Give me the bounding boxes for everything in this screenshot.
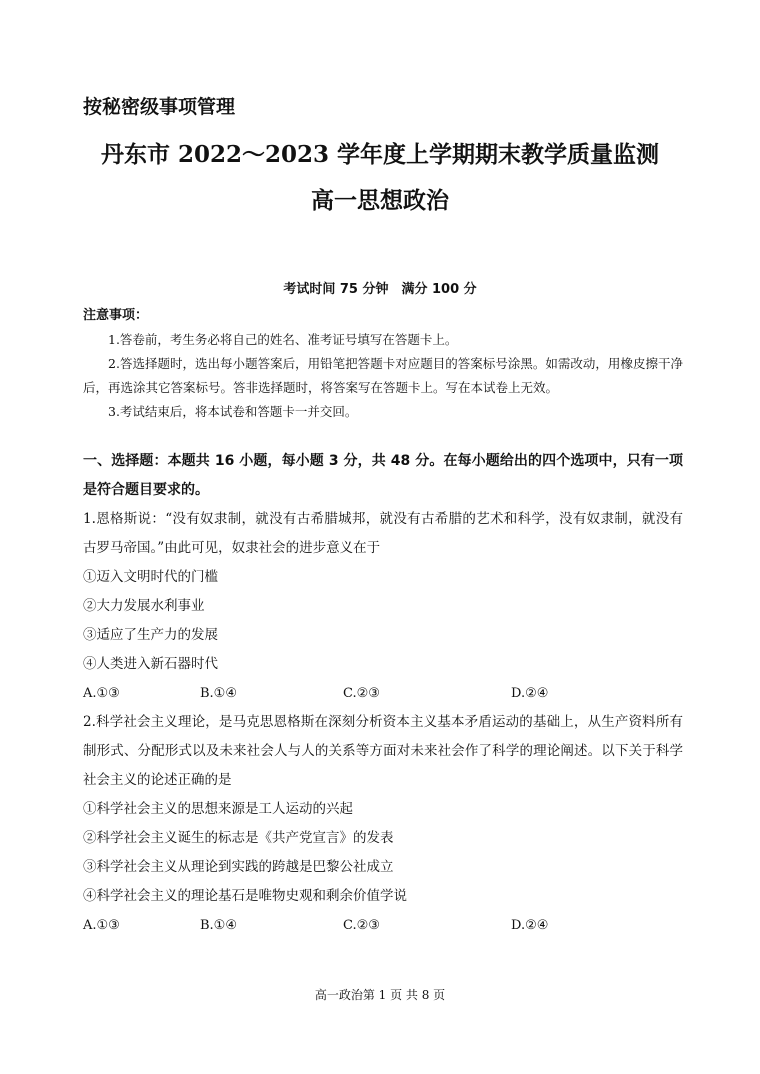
notice-item-3: 3.考试结束后，将本试卷和答题卡一并交回。 xyxy=(108,404,358,419)
question-option: ①迈入文明时代的门槛 xyxy=(83,569,218,585)
exam-info: 考试时间 75 分钟 满分 100 分 xyxy=(283,282,477,297)
question-option: ②大力发展水利事业 xyxy=(83,598,205,614)
answer-choices xyxy=(83,911,683,940)
notice-item-2: 2.答选择题时，选出每小题答案后，用铅笔把答题卡对应题目的答案标号涂黑。如需改动，用橡皮擦干净后，再选涂其它答案标号。答非选择题时，将答案写在答题卡上。写在本试卷上无效。 xyxy=(83,356,683,395)
page-footer: 高一政治第 1 页 共 8 页 xyxy=(314,988,446,1002)
notice-item-1: 1.答卷前，考生务必将自己的姓名、准考证号填写在答题卡上。 xyxy=(108,332,458,347)
choice-c: C.②③ xyxy=(343,686,380,701)
choice-d: D.②④ xyxy=(511,918,549,933)
question-option: ④人类进入新石器时代 xyxy=(83,656,218,672)
subject-title: 高一思想政治 xyxy=(311,187,449,214)
notice-heading: 注意事项： xyxy=(83,308,149,323)
question-stem: 1.恩格斯说：“没有奴隶制，就没有古希腊城邦，就没有古希腊的艺术和科学，没有奴隶制，就没有古罗马帝国。”由此可见，奴隶社会的进步意义在于 xyxy=(83,511,683,556)
answer-choices xyxy=(83,679,683,708)
question-1 xyxy=(83,505,683,708)
question-option: ③科学社会主义从理论到实践的跨越是巴黎公社成立 xyxy=(83,859,394,875)
choice-a: A.①③ xyxy=(83,918,120,933)
exam-content xyxy=(83,304,683,940)
question-option: ①科学社会主义的思想来源是工人运动的兴起 xyxy=(83,801,353,817)
choice-a: A.①③ xyxy=(83,686,120,701)
choice-b: B.①④ xyxy=(200,686,237,701)
question-stem: 2.科学社会主义理论，是马克思恩格斯在深刻分析资本主义基本矛盾运动的基础上，从生产资料所有制形式、分配形式以及未来社会人与人的关系等方面对未来社会作了科学的理论阐述。以下关于科学社会主义的论述正确的是 xyxy=(83,714,683,788)
choice-c: C.②③ xyxy=(343,918,380,933)
question-2 xyxy=(83,708,683,940)
section-heading: 一、选择题：本题共 16 小题，每小题 3 分，共 48 分。在每小题给出的四个选项中，只有一项是符合题目要求的。 xyxy=(83,453,683,498)
question-option: ③适应了生产力的发展 xyxy=(83,627,218,643)
question-option: ④科学社会主义的理论基石是唯物史观和剩余价值学说 xyxy=(83,888,407,904)
secrecy-label: 按秘密级事项管理 xyxy=(83,96,236,118)
choice-b: B.①④ xyxy=(200,918,237,933)
question-option: ②科学社会主义诞生的标志是《共产党宣言》的发表 xyxy=(83,830,394,846)
choice-d: D.②④ xyxy=(511,686,549,701)
exam-title: 丹东市 2022～2023 学年度上学期期末教学质量监测 xyxy=(100,141,660,168)
